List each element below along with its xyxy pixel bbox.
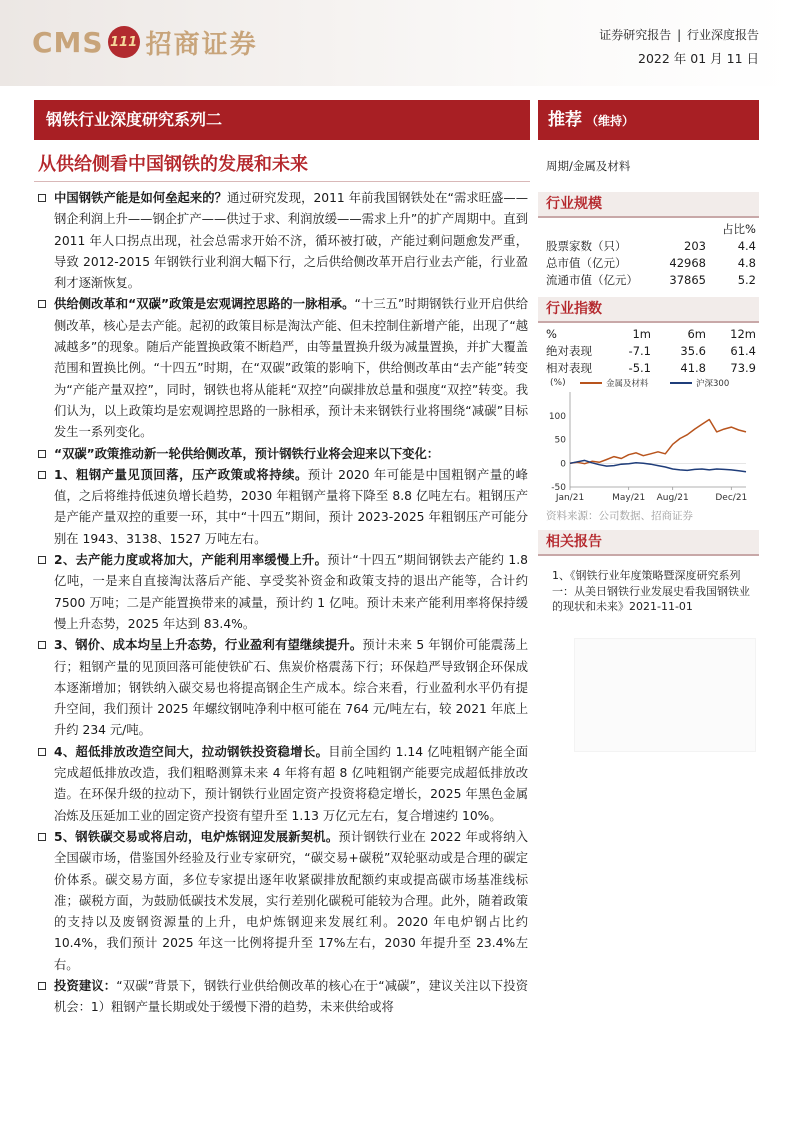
- index-chart: [540, 372, 760, 507]
- para-heading: 5、钢铁碳交易或将启动，电炉炼钢迎发展新契机。: [54, 829, 339, 844]
- scale-col-header: 占比%: [722, 221, 756, 236]
- title-divider: [34, 181, 530, 182]
- sector-label: 周期/金属及材料: [546, 159, 631, 173]
- row-value: -5.1: [628, 360, 651, 375]
- legend-label: 金属及材料: [606, 379, 649, 389]
- para-text: 通过研究发现，2011 年前我国钢铁处在“需求旺盛——钢企利润上升——钢企扩产——供过于求、利润放缓——需求上升”的扩产周期中。直到 2011 年人口拐点出现，社会总需求开始不济，循环被打破，产能过剩问题愈发严重，导致 2012-2015 年钢铁行业利润大幅下行，之后供给侧改革开启行业去产能，行业盈利才逐渐恢复。: [54, 191, 528, 291]
- row-value: 41.8: [680, 360, 706, 375]
- row-value: 35.6: [680, 343, 706, 358]
- chart-source: 资料来源：公司数据、招商证券: [546, 510, 693, 522]
- checkbox-bullet-icon: [38, 194, 46, 202]
- para-heading: 供给侧改革和“双碳”政策是宏观调控思路的一脉相承。: [54, 297, 355, 312]
- row-value: 203: [684, 238, 706, 253]
- index-table: [546, 325, 756, 376]
- scale-section-title: 行业规模: [538, 192, 759, 218]
- checkbox-bullet-icon: [38, 982, 46, 990]
- checkbox-bullet-icon: [38, 300, 46, 308]
- rating-sub: （维持）: [586, 114, 635, 128]
- row-value: -7.1: [628, 343, 651, 358]
- row-pct: 4.8: [737, 255, 756, 270]
- logo-text-en: CMS: [32, 25, 104, 59]
- para-text: 预计 2020 年可能是中国粗钢产量的峰值，之后将维持低速负增长趋势，2030 年粗钢产量将下降至 8.8 亿吨左右。粗钢压产是产能产量双控的重要一环，其中“十四五”期间，预计 2023-2025 年粗钢压产可能分别在 1943、3138、1527 万吨左右。: [54, 467, 528, 546]
- row-value: 42968: [669, 255, 706, 270]
- checkbox-bullet-icon: [38, 748, 46, 756]
- series-title: 钢铁行业深度研究系列二: [34, 100, 530, 140]
- y-tick-label: -50: [551, 483, 566, 493]
- checkbox-bullet-icon: [38, 471, 46, 479]
- col-header: 6m: [687, 326, 706, 341]
- body-paragraph: [38, 188, 528, 294]
- body-paragraph: [38, 444, 528, 465]
- report-body: [38, 188, 528, 1019]
- checkbox-bullet-icon: [38, 556, 46, 564]
- row-value: 73.9: [730, 360, 756, 375]
- table-row: [546, 254, 756, 271]
- scale-table: [546, 220, 756, 288]
- report-type: 证券研究报告: [599, 28, 672, 42]
- table-header-row: [546, 325, 756, 342]
- para-heading: 2、去产能力度或将加大，产能利用率缓慢上升。: [54, 553, 328, 568]
- meta-separator: |: [677, 28, 682, 42]
- row-value: 61.4: [730, 343, 756, 358]
- col-header: 12m: [730, 326, 756, 341]
- report-meta: [597, 26, 759, 67]
- blank-panel: [574, 638, 756, 752]
- col-header: %: [546, 326, 557, 341]
- para-text: 预计“十四五”期间钢铁去产能约 1.8 亿吨，一是来自直接淘汰落后产能、享受奖补资金和政策支持的退出产能等，合计约 7500 万吨；二是产能置换带来的减量，预计约 1 亿吨。预计未来产能利用率将保持缓慢上升态势，2025 年达到 83.4%。: [54, 553, 528, 631]
- cms-logo: [32, 22, 258, 62]
- table-row: [546, 342, 756, 359]
- para-heading: 投资建议：: [54, 978, 117, 993]
- checkbox-bullet-icon: [38, 833, 46, 841]
- legend-label: 沪深300: [696, 379, 730, 389]
- rating-label: 推荐: [548, 110, 582, 130]
- col-header: 1m: [632, 326, 651, 341]
- body-paragraph: [38, 976, 528, 1019]
- para-text: “十三五”时期钢铁行业开启供给侧改革，核心是去产能。起初的政策目标是淘汰产能、但未控制住新增产能，出现了“越减越多”的现象。随后产能置换政策不断趋严，由等量置换升级为减量置换，并扩大覆盖范围和置换比例。“十四五”时期，在“双碳”政策的影响下，供给侧改革由“去产能”转变为“产能产量双控”，同时，钢铁也将从能耗“双控”向碳排放总量和强度“双控”转变。我们认为，以上政策均是宏观调控思路的一脉相承，预计未来钢铁行业将围绕“减碳”目标发生一系列变化。: [54, 297, 528, 440]
- para-heading: 1、粗钢产量见顶回落，压产政策或将持续。: [54, 467, 308, 482]
- y-tick-label: 50: [554, 435, 566, 446]
- index-section-title: 行业指数: [538, 297, 759, 323]
- logo-mark-icon: 111: [108, 26, 140, 58]
- body-paragraph: [38, 550, 528, 635]
- row-label: 绝对表现: [546, 343, 592, 358]
- row-label: 股票家数（只）: [546, 238, 627, 253]
- report-kind: 行业深度报告: [686, 28, 759, 42]
- body-paragraph: [38, 294, 528, 443]
- row-value: 37865: [669, 272, 706, 287]
- row-label: 总市值（亿元）: [546, 255, 627, 270]
- para-heading: 3、钢价、成本均呈上升态势，行业盈利有望继续提升。: [54, 638, 363, 653]
- para-text: 预计钢铁行业在 2022 年或将纳入全国碳市场，借鉴国外经验及行业专家研究，“碳交易+碳税”双轮驱动或是合理的碳定价体系。碳交易方面，多位专家提出逐年收紧碳排放配额约束或提高碳市场基准线标准；碳税方面，为鼓励低碳技术发展，实行差别化碳税可能较为合理。此外，随着政策的支持以及废钢资源量的上升，电炉炼钢迎来发展红利。2020 年电炉钢占比约 10.4%，我们预计 2025 年这一比例将提升至 17%左右，2030 年提升至 23.4%左右。: [54, 829, 528, 972]
- x-tick-label: Aug/21: [656, 493, 689, 503]
- table-row: [546, 237, 756, 254]
- report-date: 2022 年 01 月 11 日: [638, 51, 759, 66]
- body-paragraph: [38, 465, 528, 550]
- para-heading: 4、超低排放改造空间大，拉动钢铁投资稳增长。: [54, 744, 329, 759]
- row-pct: 5.2: [737, 272, 756, 287]
- x-tick-label: Jan/21: [555, 493, 585, 503]
- para-heading: 中国钢铁产能是如何垒起来的？: [54, 191, 227, 205]
- y-axis-label: (%): [550, 378, 566, 388]
- rating-bar: [538, 100, 759, 140]
- body-paragraph: [38, 635, 528, 741]
- body-paragraph: [38, 742, 528, 827]
- body-paragraph: [38, 827, 528, 976]
- y-tick-label: 100: [548, 411, 566, 422]
- checkbox-bullet-icon: [38, 450, 46, 458]
- x-tick-label: May/21: [612, 493, 646, 503]
- y-tick-label: 0: [560, 459, 566, 470]
- table-row: [546, 271, 756, 288]
- logo-text-cn: 招商证券: [145, 29, 258, 60]
- checkbox-bullet-icon: [38, 641, 46, 649]
- para-text: 目前全国约 1.14 亿吨粗钢产能全面完成超低排放改造，我们粗略测算未来 4 年将有超 8 亿吨粗钢产能要完成超低排放改造。在环保升级的拉动下，预计钢铁行业固定资产投资将稳定增长，2025 年黑色金属冶炼及压延加工业的固定资产投资有望升至 1.13 万亿元左右，复合增速约 10%。: [54, 744, 528, 823]
- page-title: 从供给侧看中国钢铁的发展和未来: [38, 154, 308, 175]
- series-line: [570, 420, 746, 464]
- para-heading: “双碳”政策推动新一轮供给侧改革，预计钢铁行业将会迎来以下变化：: [54, 446, 440, 461]
- index-chart-svg: [540, 372, 760, 507]
- row-label: 流通市值（亿元）: [546, 272, 638, 287]
- x-tick-label: Dec/21: [715, 493, 748, 503]
- para-text: 预计未来 5 年钢价可能震荡上行；粗钢产量的见顶回落可能使铁矿石、焦炭价格震荡下行；环保趋严导致钢企环保成本逐渐增加；钢铁纳入碳交易也将提高钢企生产成本。综合来看，行业盈利水平仍有提升空间，我们预计 2025 年螺纹钢吨净利中枢可能在 764 元/吨左右，较 2021 年底上升约 234 元/吨。: [54, 638, 528, 738]
- related-section-title: 相关报告: [538, 530, 759, 556]
- row-pct: 4.4: [737, 238, 756, 253]
- related-report-item[interactable]: 1、《钢铁行业年度策略暨深度研究系列一：从美日钢铁行业发展史看我国钢铁业的现状和未来》2021-11-01: [552, 569, 750, 613]
- para-text: “双碳”背景下，钢铁行业供给侧改革的核心在于“减碳”，建议关注以下投资机会：1）粗钢产量长期或处于缓慢下滑的趋势，未来供给或将: [54, 978, 528, 1015]
- row-label: 相对表现: [546, 360, 592, 375]
